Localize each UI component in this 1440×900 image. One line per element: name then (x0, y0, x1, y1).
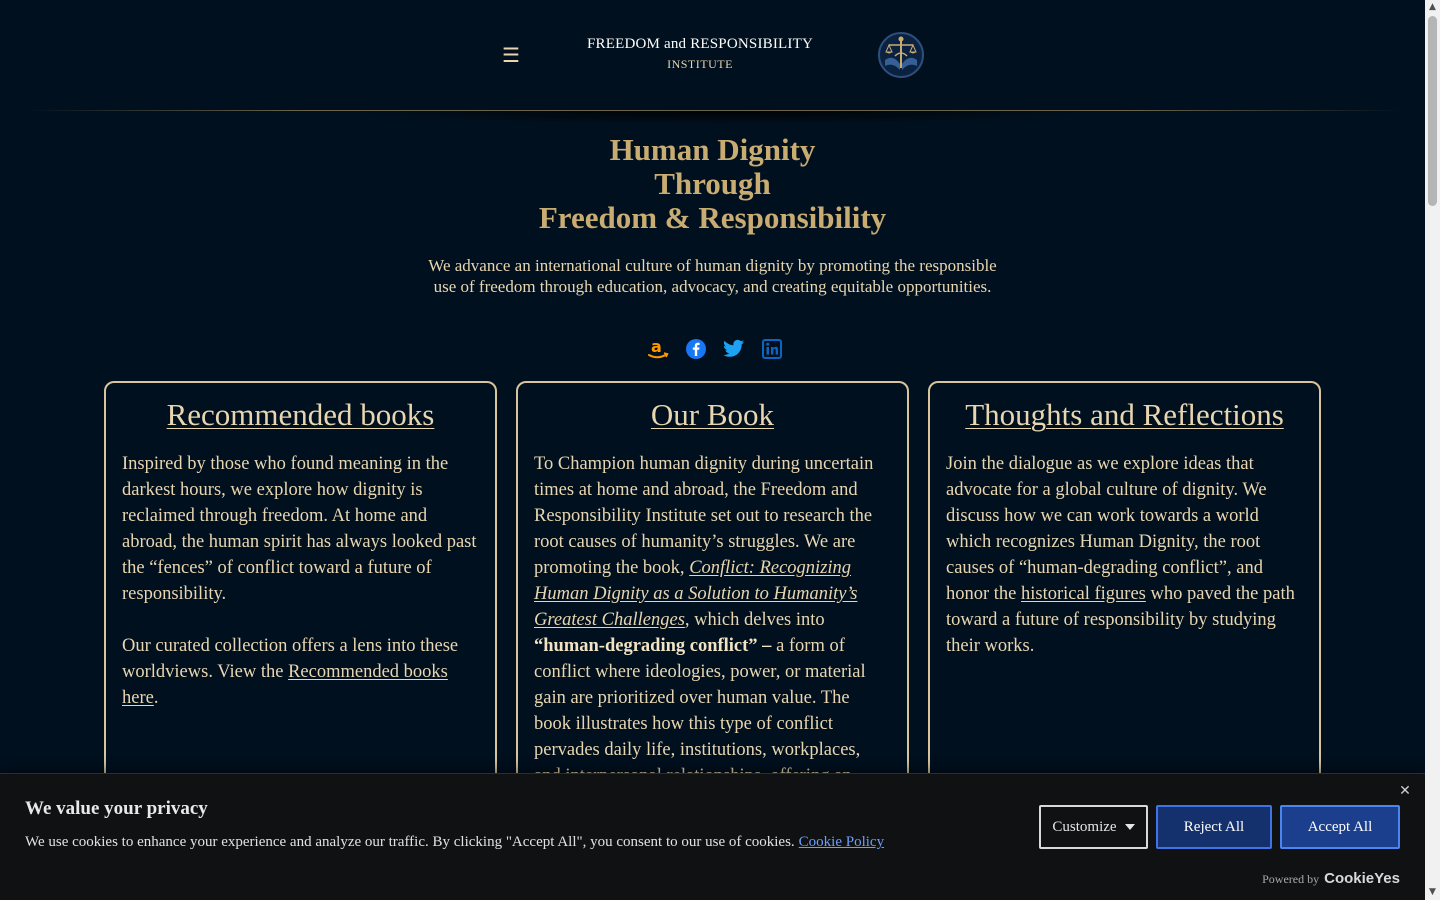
twitter-icon[interactable] (722, 337, 746, 361)
cookie-consent-banner (0, 773, 1425, 900)
amazon-icon[interactable] (646, 337, 670, 361)
thoughts-title-link[interactable]: Thoughts and Reflections (965, 397, 1284, 432)
powered-by-text: Powered by (1262, 872, 1320, 886)
conflict-book-link[interactable]: Conflict: Recognizing Human Dignity as a Solution to Humanity’s Greatest Challenges (534, 558, 858, 630)
thoughts-body (946, 451, 1303, 659)
our-book-title-link[interactable]: Our Book (650, 397, 775, 432)
hamburger-menu-icon[interactable]: ☰ (502, 43, 520, 67)
brand-subtitle: INSTITUTE (667, 57, 733, 71)
vertical-scrollbar[interactable] (1425, 0, 1440, 900)
cookie-policy-link[interactable]: Cookie Policy (798, 834, 885, 850)
social-links (646, 337, 786, 363)
thoughts-text-b: who paved the path toward a future of responsibility by studying their works. (946, 584, 1295, 656)
customize-button-label: Customize (1052, 818, 1117, 835)
cookieyes-logo[interactable]: CookieYes (1324, 870, 1400, 887)
linkedin-icon[interactable] (760, 337, 784, 361)
our-book-text-a: To Champion human dignity during uncertain times at home and abroad, the Freedom and Responsibility Institute set out to research the root causes of humanity’s struggles. We are promoting the book, (534, 454, 874, 578)
close-icon[interactable]: ✕ (1399, 783, 1411, 799)
scroll-up-arrow-icon[interactable]: ▲ (1429, 2, 1436, 12)
accept-all-button[interactable]: Accept All (1280, 805, 1400, 849)
svg-text:a: a (651, 337, 662, 356)
recommended-books-body (122, 451, 479, 711)
scrollbar-thumb[interactable] (1428, 16, 1437, 206)
site-header (0, 0, 1425, 110)
historical-figures-link[interactable]: historical figures (1021, 584, 1146, 604)
recommended-books-cta-period: . (153, 688, 159, 708)
header-shadow (330, 111, 1110, 125)
hero-description: We advance an international culture of human dignity by promoting the responsible use of freedom through education, advocacy, and creating equitable opportunities. (428, 256, 997, 296)
scroll-down-arrow-icon[interactable]: ▼ (1429, 887, 1436, 897)
human-degrading-conflict-term: “human-degrading conflict” – (534, 636, 772, 656)
hero-title-line-3: Freedom & Responsibility (538, 200, 887, 235)
recommended-books-here-link[interactable]: Recommended books here (122, 662, 448, 708)
site-brand[interactable] (560, 36, 840, 72)
powered-by (1262, 870, 1400, 887)
scales-logo-icon[interactable] (877, 30, 925, 80)
recommended-books-paragraph: Inspired by those who found meaning in the darkest hours, we explore how dignity is reclaimed through freedom. At home and abroad, the human spirit has always looked past the “fences” of conflict toward a future of responsibility. (122, 454, 477, 604)
recommended-books-cta (122, 633, 479, 711)
our-book-text-b: , which delves into (684, 610, 825, 630)
cookie-message-text: We use cookies to enhance your experience and analyze our traffic. By clicking "Accept All", you consent to our use of cookies. (25, 834, 795, 850)
our-book-paragraph (534, 451, 891, 815)
thoughts-paragraph (946, 451, 1303, 659)
customize-button[interactable] (1039, 805, 1148, 849)
reject-all-button[interactable]: Reject All (1156, 805, 1272, 849)
thoughts-text-a: Join the dialogue as we explore ideas that advocate for a global culture of dignity. We discuss how we can work towards a world which recognizes Human Dignity, the root causes of “human-degrading conflict”, and honor the (946, 454, 1267, 604)
hero-title (400, 133, 1025, 235)
hero-title-line-1: Human Dignity (609, 132, 816, 167)
caret-down-icon (1125, 824, 1135, 830)
facebook-icon[interactable] (684, 337, 708, 361)
brand-title: FREEDOM and RESPONSIBILITY (586, 36, 814, 52)
our-book-text-c: a form of conflict where ideologies, power, or material gain are prioritized over human value. The book illustrates how this type of conflict pervades daily life, institutions, workplaces, (534, 636, 866, 760)
our-book-body (534, 451, 891, 815)
hero-title-line-2: Through (654, 166, 771, 201)
recommended-books-cta-text: Our curated collection offers a lens into these worldviews. View the (122, 636, 459, 682)
cookie-title: We value your privacy (25, 798, 208, 819)
cookie-message (25, 834, 884, 851)
recommended-books-title-link[interactable]: Recommended books (166, 397, 435, 432)
